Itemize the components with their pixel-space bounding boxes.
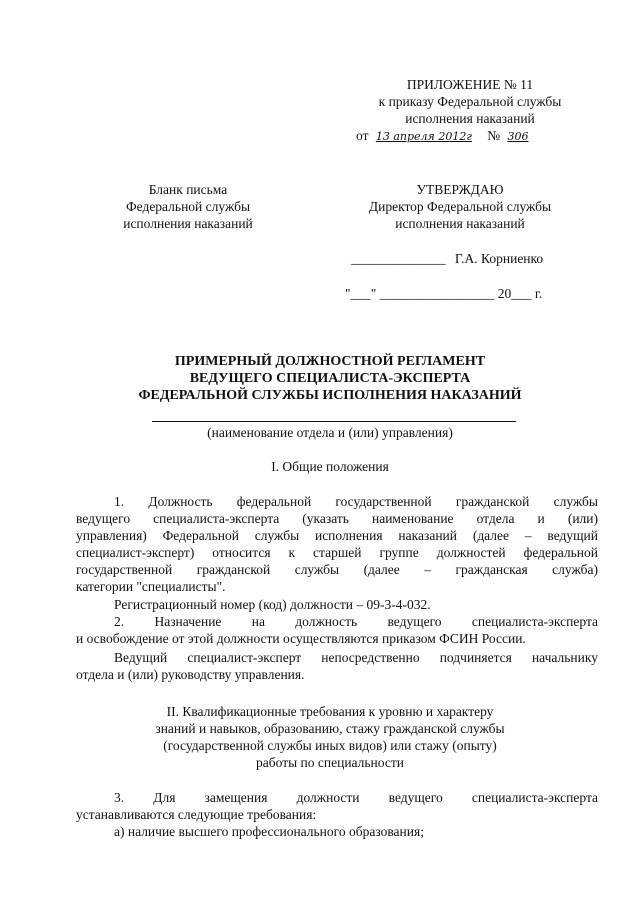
s1p2-line: и освобождение от этой должности осуществляются приказом ФСИН России. (76, 631, 526, 646)
s1p1-line: государственной гражданской службы (далее – гражданская служба) (76, 562, 598, 577)
s1p3-line: отдела и (или) руководству управления. (76, 667, 305, 682)
department-underline (152, 421, 516, 422)
registration-number: Регистрационный номер (код) должности – 09-3-4-032. (114, 597, 431, 612)
number-sign: № (487, 128, 501, 143)
s1p1-line: ведущего специалиста-эксперта (указать наименование отдела и (или) (76, 511, 598, 526)
approval-line1: Директор Федеральной службы (368, 199, 552, 214)
s1p1-line: 1. Должность федеральной государственной гражданской службы (114, 494, 598, 509)
approval-block (340, 181, 580, 232)
s2-title-line: II. Квалификационные требования к уровню и характеру (166, 704, 494, 719)
appendix-line2: исполнения наказаний (405, 111, 535, 126)
handwritten-number: 306 (507, 130, 529, 143)
heading-line1: ПРИМЕРНЫЙ ДОЛЖНОСТНОЙ РЕГЛАМЕНТ (174, 354, 486, 369)
s2p1-line: устанавливаются следующие требования: (76, 807, 317, 822)
requirement-item-a: а) наличие высшего профессионального образования; (114, 824, 424, 839)
s1p1-line: категории "специалисты". (76, 579, 226, 594)
s2-title-line: работы по специальности (256, 755, 404, 770)
letterhead-line1: Бланк письма (148, 182, 228, 197)
s2-title-line: (государственной службы иных видов) или стажу (опыту) (163, 738, 497, 753)
s1p1-line: управления) Федеральной службы исполнения наказаний (далее – ведущий (76, 528, 598, 543)
s1p1-line: специалист-эксперт) относится к старшей группе должностей федеральной (76, 545, 598, 560)
director-name: Г.А. Корниенко (454, 251, 544, 266)
section2-paragraph1 (76, 789, 598, 823)
approval-line2: исполнения наказаний (395, 216, 525, 231)
appendix-title: ПРИЛОЖЕНИЕ № 11 (406, 77, 534, 92)
appendix-order-ref (356, 127, 596, 145)
s1p3-line: Ведущий специалист-эксперт непосредственно подчиняется начальнику (114, 650, 598, 665)
section1-paragraph1 (76, 493, 598, 595)
heading-line2: ВЕДУЩЕГО СПЕЦИАЛИСТА-ЭКСПЕРТА (189, 371, 471, 386)
from-prefix: от (356, 128, 369, 143)
approval-date-line: "___" _________________ 20___ г. (345, 286, 543, 301)
letterhead-line2: Федеральной службы (125, 199, 251, 214)
letterhead-block (88, 181, 288, 232)
signature-row (351, 250, 543, 267)
section1-paragraph3 (76, 649, 598, 683)
signature-line: ______________ (351, 251, 446, 266)
letterhead-line3: исполнения наказаний (123, 216, 253, 231)
department-caption: (наименование отдела и (или) управления) (207, 425, 453, 440)
section1-title: I. Общие положения (271, 459, 389, 474)
section2-title (90, 703, 570, 771)
s2-title-line: знаний и навыков, образованию, стажу гражданской службы (155, 721, 505, 736)
appendix-block (340, 76, 600, 127)
s2p1-line: 3. Для замещения должности ведущего специалиста-эксперта (114, 790, 598, 805)
heading-line3: ФЕДЕРАЛЬНОЙ СЛУЖБЫ ИСПОЛНЕНИЯ НАКАЗАНИЙ (138, 388, 522, 403)
appendix-line1: к приказу Федеральной службы (378, 94, 562, 109)
document-heading (80, 353, 580, 404)
approval-title: УТВЕРЖДАЮ (416, 182, 504, 197)
handwritten-date: 13 апреля 2012г (375, 130, 472, 143)
section1-paragraph2 (76, 613, 598, 647)
s1p2-line: 2. Назначение на должность ведущего специалиста-эксперта (114, 614, 598, 629)
